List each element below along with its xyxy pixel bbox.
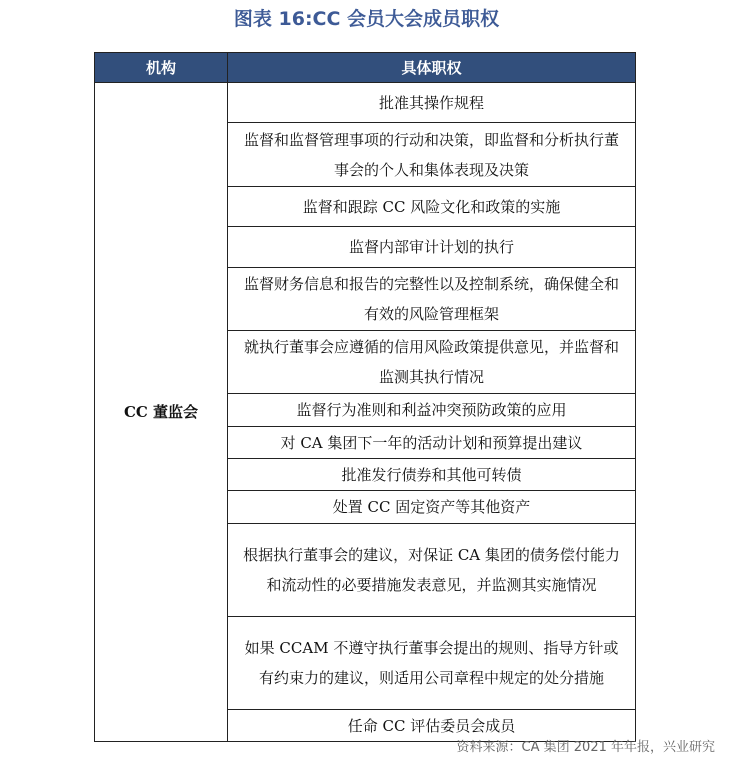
power-cell: 处置 CC 固定资产等其他资产 bbox=[228, 491, 636, 524]
table-row bbox=[95, 83, 636, 123]
power-cell: 批准其操作规程 bbox=[228, 83, 636, 123]
power-cell: 根据执行董事会的建议，对保证 CA 集团的债务偿付能力和流动性的必要措施发表意见，并监测其实施情况 bbox=[228, 524, 636, 617]
header-organization: 机构 bbox=[95, 53, 228, 83]
figure-title: 图表 16:CC 会员大会成员职权 bbox=[233, 8, 500, 30]
table-header-row bbox=[95, 53, 636, 83]
power-cell: 任命 CC 评估委员会成员 bbox=[228, 710, 636, 742]
power-cell: 监督和跟踪 CC 风险文化和政策的实施 bbox=[228, 187, 636, 227]
power-cell: 监督行为准则和利益冲突预防政策的应用 bbox=[228, 394, 636, 427]
power-cell: 监督和监督管理事项的行动和决策，即监督和分析执行董事会的个人和集体表现及决策 bbox=[228, 123, 636, 187]
power-cell: 监督财务信息和报告的完整性以及控制系统，确保健全和有效的风险管理框架 bbox=[228, 268, 636, 331]
source-note: 资料来源：CA 集团 2021 年年报，兴业研究 bbox=[456, 740, 715, 755]
powers-table bbox=[94, 52, 636, 742]
power-cell: 就执行董事会应遵循的信用风险政策提供意见，并监督和监测其执行情况 bbox=[228, 331, 636, 394]
power-cell: 对 CA 集团下一年的活动计划和预算提出建议 bbox=[228, 427, 636, 459]
organization-cell: CC 董监会 bbox=[95, 83, 228, 742]
power-cell: 监督内部审计计划的执行 bbox=[228, 227, 636, 268]
power-cell: 如果 CCAM 不遵守执行董事会提出的规则、指导方针或有约束力的建议，则适用公司章程中规定的处分措施 bbox=[228, 617, 636, 710]
power-cell: 批准发行债券和其他可转债 bbox=[228, 459, 636, 491]
header-powers: 具体职权 bbox=[228, 53, 636, 83]
